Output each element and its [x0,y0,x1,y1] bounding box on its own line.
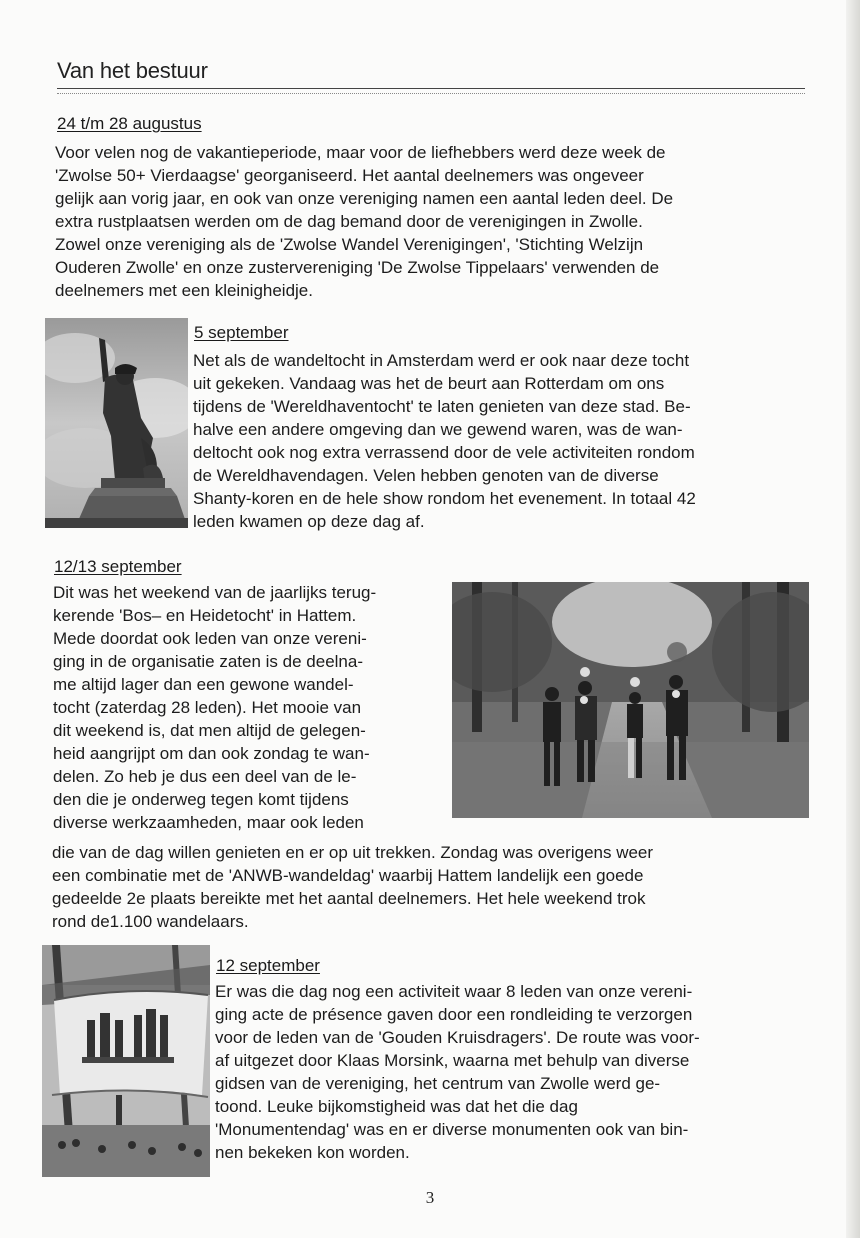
text-line: Net als de wandeltocht in Amsterdam werd er ook naar deze tocht [193,351,690,370]
text-line: delen. Zo heb je dus een deel van de le- [53,767,357,786]
page-edge-shadow [846,0,860,1238]
text-line: tijdens de 'Wereldhaventocht' te laten genieten van deze stad. Be- [193,397,691,416]
text-line: me altijd lager dan een gewone wandel- [53,675,354,694]
text-line: gidsen van de vereniging, het centrum van Zwolle werd ge- [215,1074,661,1093]
statue-photo [45,318,188,528]
text-line: nen bekeken kon worden. [215,1143,410,1162]
text-line: af uitgezet door Klaas Morsink, waarna met behulp van diverse [215,1051,690,1070]
section-date-1: 24 t/m 28 augustus [57,114,202,133]
text-line: dit weekend is, dat men altijd de gelegen- [53,721,366,740]
text-line: Shanty-koren en de hele show rondom het evenement. In totaal 42 [193,489,696,508]
section-body-3-wide [52,841,653,933]
text-line: ging acte de présence gaven door een rondleiding te verzorgen [215,1005,693,1024]
text-line: rond de1.100 wandelaars. [52,912,249,931]
section-date-4: 12 september [216,956,320,975]
page-heading: Van het bestuur [57,58,208,83]
page-number: 3 [425,1188,435,1207]
text-line: leden kwamen op deze dag af. [193,512,425,531]
text-line: gelijk aan vorig jaar, en ook van onze vereniging namen een aantal leden deel. De [55,189,674,208]
text-line: uit gekeken. Vandaag was het de beurt aan Rotterdam om ons [193,374,665,393]
text-line: extra rustplaatsen werden om de dag bemand door de verenigingen in Zwolle. [55,212,643,231]
text-line: 'Zwolse 50+ Vierdaagse' georganiseerd. Het aantal deelnemers was ongeveer [55,166,644,185]
text-line: Dit was het weekend van de jaarlijks terug- [53,583,377,602]
text-line: Voor velen nog de vakantieperiode, maar voor de liefhebbers werd deze week de [55,143,666,162]
text-line: deltocht ook nog extra verrassend door de vele activiteiten rondom [193,443,695,462]
section-body-4 [215,980,700,1164]
walkers-photo [452,582,809,818]
text-line: een combinatie met de 'ANWB-wandeldag' waarbij Hattem landelijk een goede [52,866,644,885]
text-line: toond. Leuke bijkomstigheid was dat het die dag [215,1097,578,1116]
text-line: de Wereldhavendagen. Velen hebben genoten van de diverse [193,466,659,485]
text-line: heid aangrijpt om dan ook zondag te wan- [53,744,370,763]
text-line: gedeelde 2e plaats bereikte met het aantal deelnemers. Het hele weekend trok [52,889,646,908]
section-date-2: 5 september [194,323,289,342]
text-line: Er was die dag nog een activiteit waar 8 leden van onze vereni- [215,982,693,1001]
text-line: ging in de organisatie zaten is de deelna- [53,652,363,671]
text-line: voor de leden van de 'Gouden Kruisdragers'. De route was voor- [215,1028,700,1047]
text-line: halve een andere omgeving dan we gewend waren, was de wan- [193,420,683,439]
section-date-3: 12/13 september [54,557,182,576]
text-line: diverse werkzaamheden, maar ook leden [53,813,364,832]
text-line: den die je onderweg tegen komt tijdens [53,790,349,809]
text-line: Mede doordat ook leden van onze vereni- [53,629,367,648]
section-body-3-narrow [53,581,376,834]
text-line: Zowel onze vereniging als de 'Zwolse Wandel Verenigingen', 'Stichting Welzijn [55,235,644,254]
heading-rule [57,88,805,94]
sailing-ship-photo [42,945,210,1177]
text-line: tocht (zaterdag 28 leden). Het mooie van [53,698,362,717]
section-body-1 [55,141,673,302]
text-line: die van de dag willen genieten en er op uit trekken. Zondag was overigens weer [52,843,654,862]
section-body-2 [193,349,696,533]
text-line: Ouderen Zwolle' en onze zustervereniging 'De Zwolse Tippelaars' verwenden de [55,258,660,277]
text-line: deelnemers met een kleinigheidje. [55,281,313,300]
text-line: 'Monumentendag' was en er diverse monumenten ook van bin- [215,1120,689,1139]
text-line: kerende 'Bos– en Heidetocht' in Hattem. [53,606,357,625]
